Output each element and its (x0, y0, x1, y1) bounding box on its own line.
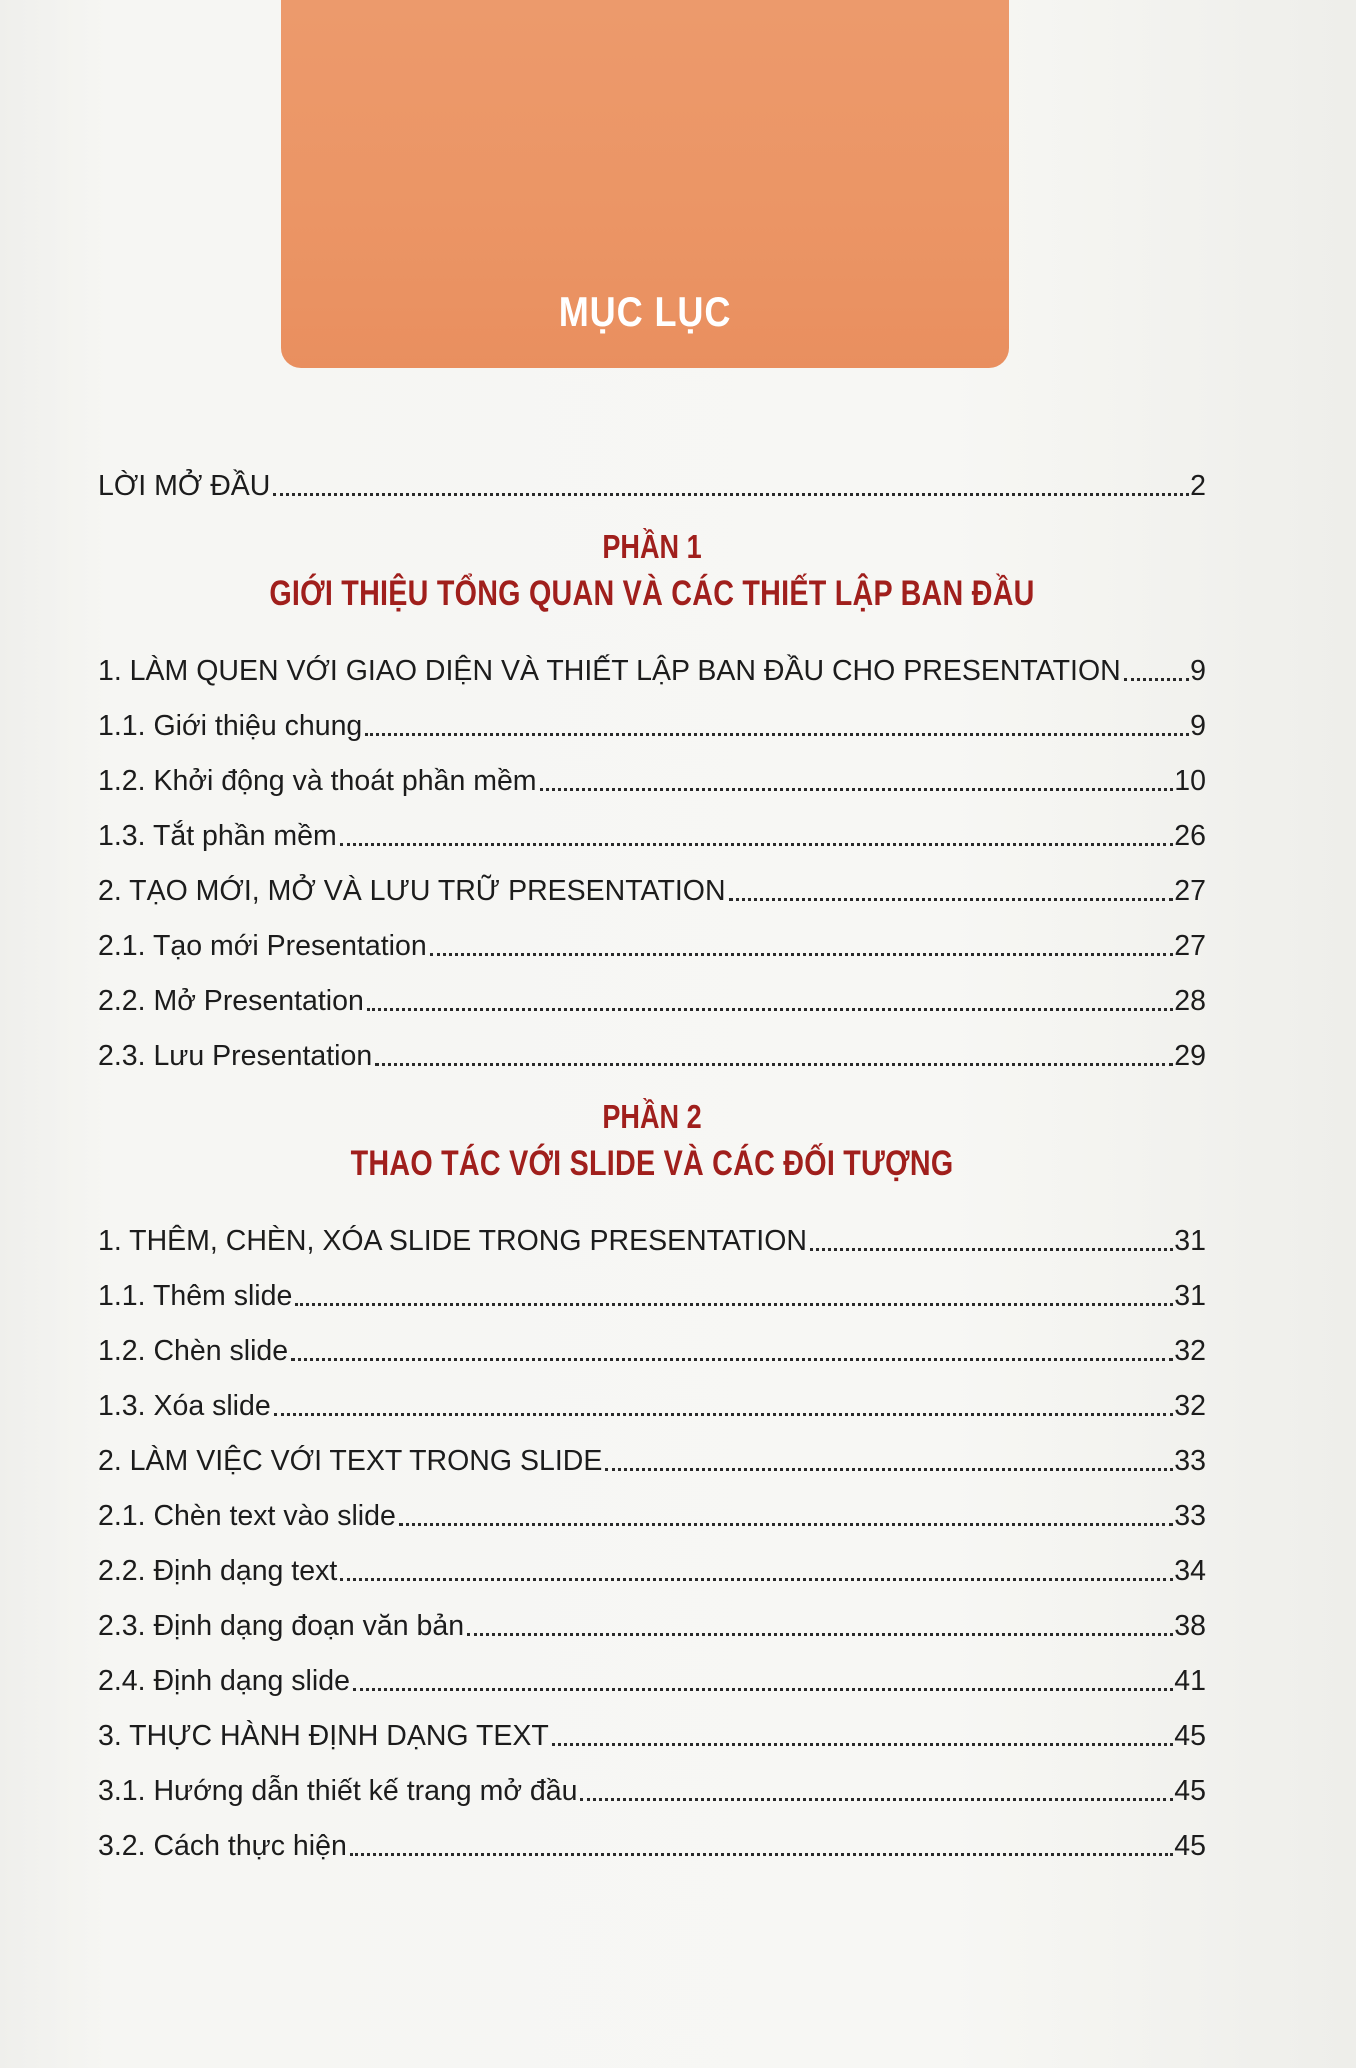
toc-entry-page: 29 (1174, 1040, 1206, 1072)
toc-entry-label: 2.4. Định dạng slide (98, 1665, 350, 1697)
table-of-contents (98, 448, 1206, 1863)
part-2-title: THAO TÁC VỚI SLIDE VÀ CÁC ĐỐI TƯỢNG (350, 1144, 954, 1183)
dot-leader (467, 1633, 1173, 1636)
toc-entry-page: 31 (1174, 1280, 1206, 1312)
toc-entry[interactable] (98, 1698, 1206, 1753)
toc-entry-label: 1. THÊM, CHÈN, XÓA SLIDE TRONG PRESENTATION (98, 1225, 807, 1257)
toc-entry[interactable] (98, 1018, 1206, 1073)
part-2-number: PHẦN 2 (602, 1098, 702, 1135)
dot-leader (605, 1468, 1173, 1471)
toc-entry-page: 26 (1174, 820, 1206, 852)
dot-leader (295, 1303, 1173, 1306)
toc-entry-page: 45 (1174, 1720, 1206, 1752)
toc-entry-page: 10 (1174, 765, 1206, 797)
toc-entry-label: 3.2. Cách thực hiện (98, 1830, 347, 1862)
toc-entry-label: 2.2. Mở Presentation (98, 985, 364, 1017)
toc-entry-page: 27 (1174, 930, 1206, 962)
dot-leader (367, 1008, 1173, 1011)
dot-leader (1124, 678, 1189, 681)
dot-leader (430, 953, 1174, 956)
toc-entry-label: 2. LÀM VIỆC VỚI TEXT TRONG SLIDE (98, 1445, 603, 1477)
toc-entry[interactable] (98, 633, 1206, 688)
toc-entry[interactable] (98, 1313, 1206, 1368)
toc-entry-page: 28 (1174, 985, 1206, 1017)
dot-leader (375, 1063, 1173, 1066)
toc-entry-page: 38 (1174, 1610, 1206, 1642)
dot-leader (353, 1688, 1173, 1691)
dot-leader (273, 493, 1189, 496)
toc-entry-label: LỜI MỞ ĐẦU (98, 470, 271, 502)
toc-entry[interactable] (98, 1258, 1206, 1313)
toc-entry-label: 2. TẠO MỚI, MỞ VÀ LƯU TRỮ PRESENTATION (98, 875, 726, 907)
toc-entry-page: 45 (1174, 1775, 1206, 1807)
toc-entry-page: 33 (1174, 1445, 1206, 1477)
toc-entry-page: 34 (1174, 1555, 1206, 1587)
dot-leader (399, 1523, 1173, 1526)
toc-entry-page: 27 (1174, 875, 1206, 907)
toc-entry-label: 2.2. Định dạng text (98, 1555, 338, 1587)
toc-entry[interactable] (98, 798, 1206, 853)
toc-entry-page: 9 (1190, 710, 1206, 742)
toc-entry[interactable] (98, 1423, 1206, 1478)
page-title: MỤC LỤC (558, 288, 732, 335)
dot-leader (810, 1248, 1173, 1251)
toc-entry-label: 3.1. Hướng dẫn thiết kế trang mở đầu (98, 1775, 578, 1807)
part-1-number: PHẦN 1 (602, 528, 702, 565)
toc-entry-label: 2.1. Tạo mới Presentation (98, 930, 427, 962)
toc-entry[interactable] (98, 688, 1206, 743)
part-1-title: GIỚI THIỆU TỔNG QUAN VÀ CÁC THIẾT LẬP BAN ĐẦU (269, 574, 1035, 613)
dot-leader (729, 898, 1174, 901)
toc-entry[interactable] (98, 1588, 1206, 1643)
toc-entry[interactable] (98, 1533, 1206, 1588)
toc-entry-page: 2 (1190, 470, 1206, 502)
toc-entry-label: 3. THỰC HÀNH ĐỊNH DẠNG TEXT (98, 1720, 549, 1752)
toc-entry-page: 32 (1174, 1335, 1206, 1367)
dot-leader (350, 1853, 1173, 1856)
toc-entry-label: 1. LÀM QUEN VỚI GIAO DIỆN VÀ THIẾT LẬP BAN ĐẦU CHO PRESENTATION (98, 655, 1121, 687)
dot-leader (340, 1578, 1173, 1581)
toc-entry-label: 1.1. Thêm slide (98, 1280, 293, 1312)
toc-entry-label: 1.2. Chèn slide (98, 1335, 289, 1367)
dot-leader (291, 1358, 1173, 1361)
toc-entry[interactable] (98, 1368, 1206, 1423)
toc-entry-page: 45 (1174, 1830, 1206, 1862)
toc-entry-intro[interactable] (98, 448, 1206, 503)
toc-entry-label: 1.3. Xóa slide (98, 1390, 271, 1422)
toc-entry[interactable] (98, 963, 1206, 1018)
toc-entry-page: 31 (1174, 1225, 1206, 1257)
toc-entry[interactable] (98, 1808, 1206, 1863)
toc-entry[interactable] (98, 743, 1206, 798)
dot-leader (365, 733, 1189, 736)
toc-entry-label: 2.3. Định dạng đoạn văn bản (98, 1610, 465, 1642)
dot-leader (540, 788, 1174, 791)
toc-entry-label: 1.3. Tắt phần mềm (98, 820, 337, 852)
dot-leader (340, 843, 1174, 846)
toc-entry[interactable] (98, 1203, 1206, 1258)
toc-entry-page: 32 (1174, 1390, 1206, 1422)
toc-entry-label: 1.2. Khởi động và thoát phần mềm (98, 765, 537, 797)
toc-entry[interactable] (98, 908, 1206, 963)
toc-entry[interactable] (98, 853, 1206, 908)
toc-entry[interactable] (98, 1753, 1206, 1808)
dot-leader (580, 1798, 1173, 1801)
toc-entry[interactable] (98, 1643, 1206, 1698)
toc-entry-label: 2.1. Chèn text vào slide (98, 1500, 396, 1532)
toc-entry-page: 9 (1190, 655, 1206, 687)
toc-entry-label: 1.1. Giới thiệu chung (98, 710, 363, 742)
toc-entry-label: 2.3. Lưu Presentation (98, 1040, 373, 1072)
dot-leader (274, 1413, 1174, 1416)
title-banner (281, 0, 1009, 368)
toc-entry[interactable] (98, 1478, 1206, 1533)
toc-entry-page: 33 (1174, 1500, 1206, 1532)
toc-entry-page: 41 (1174, 1665, 1206, 1697)
dot-leader (552, 1743, 1173, 1746)
